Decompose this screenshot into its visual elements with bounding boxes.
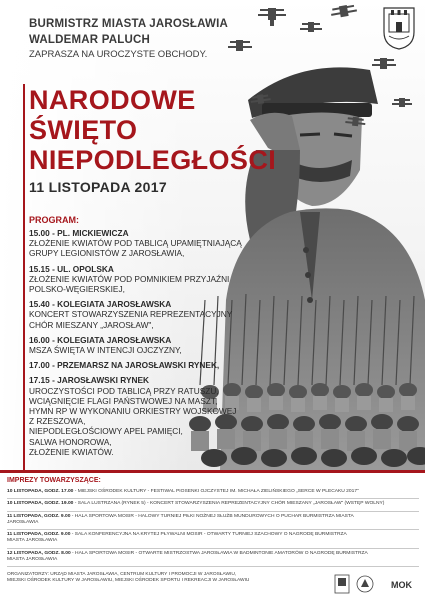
program-item-detail: NIEPODLEGŁOŚCIOWY APEL PAMIĘCI, bbox=[29, 426, 183, 437]
accent-bar bbox=[23, 84, 25, 470]
accompanying-event-date: 11 LISTOPADA, GODZ. 9.00 bbox=[7, 513, 71, 519]
program-item-detail: SALWA HONOROWA, bbox=[29, 436, 112, 447]
event-date: 11 LISTOPADA 2017 bbox=[29, 179, 167, 195]
program-item-detail: ZŁOŻENIE KWIATÓW. bbox=[29, 446, 114, 457]
accompanying-event-description: - HALA SPORTOWA MOSIR - OTWARTE MISTRZOSTWA JAROSŁAWIA W BADMINTONIE AMATORÓW O NAGRODĘ BURMISTRZA bbox=[72, 550, 368, 556]
program-item bbox=[29, 264, 329, 295]
accompanying-event-date: 12 LISTOPADA, GODZ. 8.00 bbox=[7, 550, 71, 556]
organizer-header bbox=[29, 16, 329, 62]
accompanying-event-continuation: MIASTA JAROSŁAWIA bbox=[7, 538, 58, 544]
accompanying-event bbox=[7, 499, 419, 511]
mok-logo: MOK bbox=[391, 580, 412, 590]
program-item-detail: ZŁOŻENIE KWIATÓW POD POMNIKIEM PRZYJAŹNI bbox=[29, 273, 230, 284]
program-item bbox=[29, 228, 329, 259]
accompanying-event-description: - SALA LUSTRZANA (RYNEK 5) - KONCERT STOWARZYSZENIA REPREZENTACYJNY CHÓR MIESZANY „JAROSŁAW" (WSTĘP WOLNY) bbox=[74, 501, 385, 507]
header-line-1: BURMISTRZ MIASTA JAROSŁAWIA bbox=[29, 18, 228, 30]
title-line-2: ŚWIĘTO bbox=[29, 115, 138, 145]
title-line-1: NARODOWE bbox=[29, 85, 196, 115]
accompanying-event bbox=[7, 512, 419, 531]
program-item-detail: WCIĄGNIĘCIE FLAGI PAŃSTWOWEJ NA MASZT, bbox=[29, 395, 218, 406]
accompanying-event-description: - HALA SPORTOWA MOSIR - HALOWY TURNIEJ PIŁKI NOŻNEJ SŁUŻB MUNDUROWYCH O PUCHAR BURMISTRZA MIASTA bbox=[71, 513, 354, 519]
program-item bbox=[29, 299, 329, 330]
accompanying-event bbox=[7, 487, 419, 499]
program-item-time-place: 16.00 - KOLEGIATA JAROSŁAWSKA bbox=[29, 334, 172, 345]
header-line-3: ZAPRASZA NA UROCZYSTE OBCHODY. bbox=[29, 49, 208, 60]
title-line-3: NIEPODLEGŁOŚCI bbox=[29, 145, 277, 175]
accompanying-event-description: - MIEJSKI OŚRODEK KULTURY - FESTIWAL PIOSENKI OJCZYSTEJ IM. MICHAŁA ZIELIŃSKIEGO „SERCE W PLECAKU 2017" bbox=[74, 489, 359, 494]
program-item-detail: GRUPY LEGIONISTÓW Z JAROSŁAWIA, bbox=[29, 248, 185, 259]
program-item bbox=[29, 335, 329, 355]
program-item-detail: Z RZESZOWA, bbox=[29, 416, 86, 427]
accompanying-list bbox=[7, 487, 419, 567]
poster-title bbox=[29, 85, 276, 175]
accompanying-event-date: 11 LISTOPADA, GODZ. 9.00 bbox=[7, 532, 71, 538]
city-crest-icon bbox=[382, 6, 416, 50]
organizers bbox=[7, 572, 307, 585]
accompanying-heading: IMPREZY TOWARZYSZĄCE: bbox=[7, 477, 101, 484]
accompanying-event-date: 10 LISTOPADA, GODZ. 19.00 bbox=[7, 501, 74, 507]
program-item-detail: UROCZYSTOŚCI POD TABLICĄ PRZY RATUSZU, bbox=[29, 385, 219, 396]
program-list bbox=[29, 228, 329, 462]
program-item-time-place: 15.00 - PL. MICKIEWICZA bbox=[29, 228, 129, 238]
organizers-line-1: ORGANIZATORZY: URZĄD MIASTA JAROSŁAWIA, CENTRUM KULTURY I PROMOCJI W JAROSŁAWIU, bbox=[7, 572, 237, 577]
program-item bbox=[29, 360, 329, 370]
program-item-detail: HYMN RP W WYKONANIU ORKIESTRY WOJSKOWEJ bbox=[29, 406, 237, 417]
program-item-detail: KONCERT STOWARZYSZENIA REPREZENTACYJNY bbox=[29, 309, 233, 320]
program-heading: PROGRAM: bbox=[29, 215, 79, 225]
program-item-time-place: 15.15 - UL. OPOLSKA bbox=[29, 263, 114, 274]
accompanying-event-continuation: JAROSŁAWIA bbox=[7, 519, 39, 525]
program-item-detail: MSZA ŚWIĘTA W INTENCJI OJCZYZNY, bbox=[29, 345, 182, 356]
accompanying-section bbox=[0, 473, 425, 600]
accompanying-event-continuation: MIASTA JAROSŁAWIA bbox=[7, 557, 58, 563]
accompanying-event bbox=[7, 530, 419, 549]
accompanying-event-description: - SALA KONFERENCYJNA NA KRYTEJ PŁYWALNI MOSIR - OTWARTY TURNIEJ SZACHOWY O NAGRODĘ BURMISTRZA bbox=[71, 532, 347, 538]
program-item-time-place: 17.15 - JAROSŁAWSKI RYNEK bbox=[29, 375, 150, 386]
program-item-detail: ZŁOŻENIE KWIATÓW POD TABLICĄ UPAMIĘTNIAJĄCĄ bbox=[29, 238, 242, 249]
accompanying-event-date: 10 LISTOPADA, GODZ. 17.00 bbox=[7, 489, 74, 494]
program-item-time-place: 15.40 - KOLEGIATA JAROSŁAWSKA bbox=[29, 299, 172, 310]
accompanying-event bbox=[7, 549, 419, 568]
header-line-2: WALDEMAR PALUCH bbox=[29, 34, 150, 46]
program-item-detail: POLSKO-WĘGIERSKIEJ, bbox=[29, 284, 125, 295]
program-item-time-place: 17.00 - PRZEMARSZ NA JAROSŁAWSKI RYNEK, bbox=[29, 360, 220, 371]
organizer-logos-icon bbox=[333, 573, 419, 595]
program-item bbox=[29, 375, 329, 457]
organizers-line-2: MIEJSKI OŚRODEK KULTURY W JAROSŁAWIU, MIEJSKI OŚRODEK SPORTU I REKREACJI W JAROSŁAWIU bbox=[7, 578, 250, 584]
program-item-detail: CHÓR MIESZANY „JAROSŁAW", bbox=[29, 319, 154, 330]
